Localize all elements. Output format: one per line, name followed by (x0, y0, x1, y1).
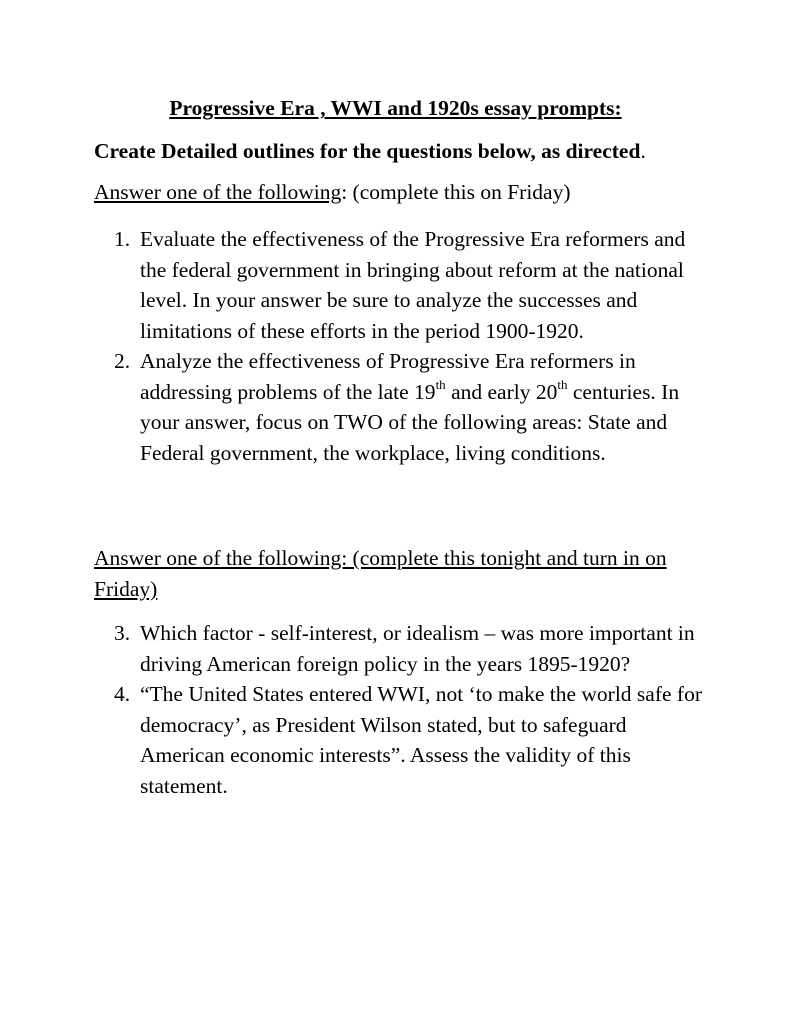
question-2-superscript-2: th (557, 377, 568, 393)
section-2-question-list (114, 618, 704, 801)
question-1 (114, 224, 704, 346)
question-1-number: 1. (114, 227, 131, 251)
directive-end: . (640, 139, 646, 163)
section-1-heading-underlined: Answer one of the following (94, 180, 342, 204)
question-2-number: 2. (114, 349, 131, 373)
question-4-text: “The United States entered WWI, not ‘to make the world safe for democracy’, as President Wilson stated, but to safeguard American economic interests”. Assess the validity of this statement. (140, 682, 702, 798)
section-2-heading (94, 543, 704, 605)
question-3-text: Which factor - self-interest, or idealism – was more important in driving American foreign policy in the years 1895-1920? (140, 621, 695, 676)
directive-bold-text: Create Detailed outlines for the questions below, as directed (94, 139, 641, 163)
question-2 (114, 346, 704, 468)
question-2-text-part-2: and early 20 (445, 379, 558, 404)
question-3-number: 3. (114, 621, 131, 645)
section-2-heading-underlined: Answer one of the following: (complete this tonight and turn in on Friday) (94, 546, 667, 601)
question-3 (114, 618, 704, 679)
question-1-text: Evaluate the effectiveness of the Progressive Era reformers and the federal government in bringing about reform at the national level. In your answer be sure to analyze the successes and limitations of these efforts in the period 1900-1920. (140, 227, 686, 343)
question-4 (114, 679, 704, 801)
directive-line (94, 137, 646, 165)
document-title: Progressive Era , WWI and 1920s essay prompts: (169, 96, 622, 120)
question-2-superscript-1: th (435, 377, 446, 393)
section-1-heading-rest: : (complete this on Friday) (341, 180, 571, 204)
question-2-text-part-1: Analyze the effectiveness of Progressive Era reformers in addressing problems of the late 19 (140, 349, 636, 404)
question-2-text (140, 349, 679, 465)
section-1-question-list (114, 224, 704, 468)
question-2-text-part-3: centuries. In your answer, focus on TWO of the following areas: State and Federal government, the workplace, living conditions. (140, 379, 680, 465)
section-1-heading (94, 177, 704, 208)
question-4-number: 4. (114, 682, 131, 706)
